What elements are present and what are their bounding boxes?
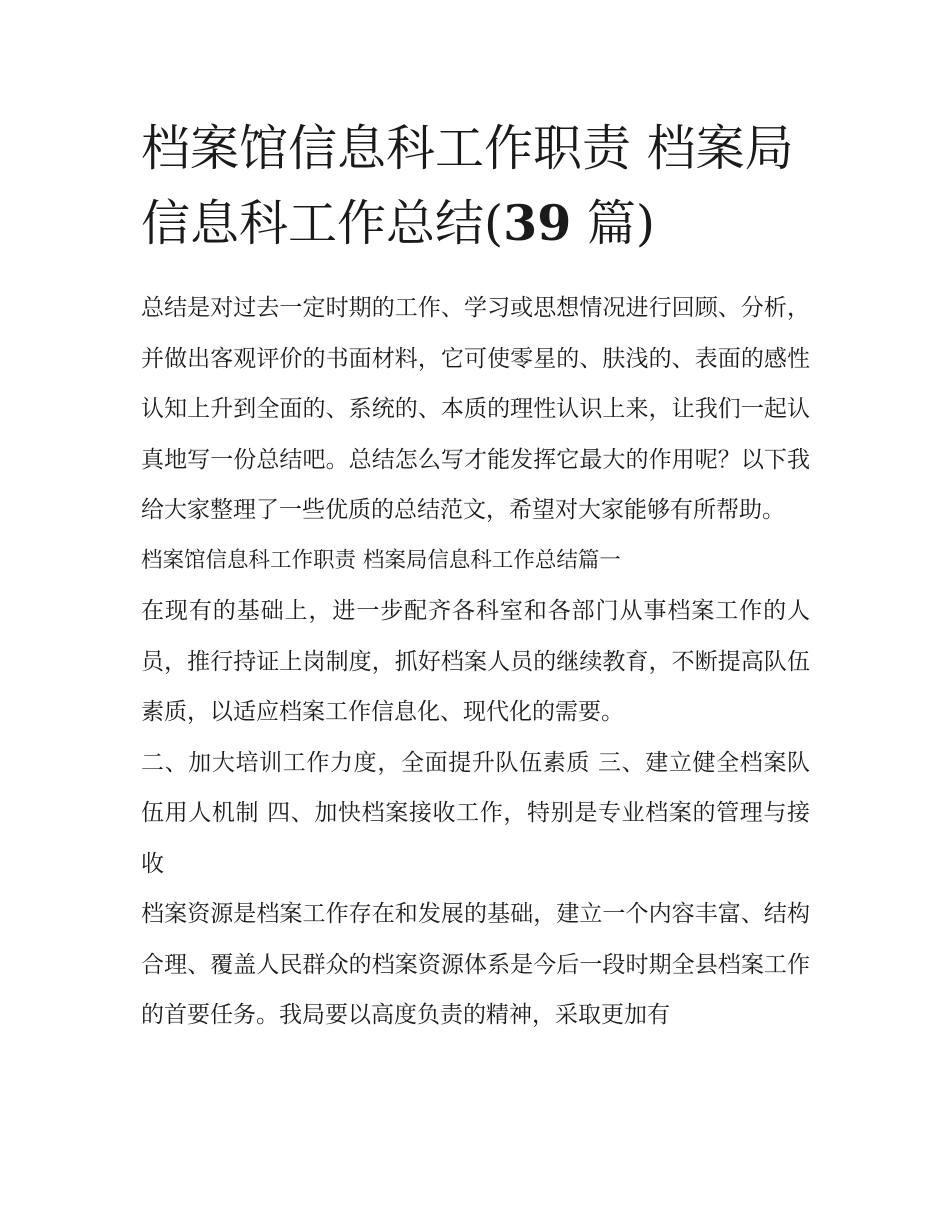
body-paragraph: 档案资源是档案工作存在和发展的基础，建立一个内容丰富、结构合理、覆盖人民群众的档案资源体系是今后一段时期全县档案工作的首要任务。我局要以高度负责的精神，采取更加有 [141,901,810,1028]
title-text-part2: 篇) [571,195,656,252]
title-text-part1: 档案馆信息科工作职责 档案局信息科工作总结( [141,120,794,252]
title-count: 39 [503,194,572,252]
document-body [141,283,810,1041]
intro-paragraph: 总结是对过去一定时期的工作、学习或思想情况进行回顾、分析，并做出客观评价的书面材料，它可使零星的、肤浅的、表面的感性认知上升到全面的、系统的、本质的理性认识上来，让我们一起认真地写一份总结吧。总结怎么写才能发挥它最大的作用呢？以下我给大家整理了一些优质的总结范文，希望对大家能够有所帮助。 [141,295,810,523]
section-heading: 档案馆信息科工作职责 档案局信息科工作总结篇一 [141,547,621,573]
body-paragraph: 二、加大培训工作力度，全面提升队伍素质 三、建立健全档案队伍用人机制 四、加快档案接收工作，特别是专业档案的管理与接收 [141,749,810,877]
document-title [141,112,810,261]
body-paragraph: 在现有的基础上，进一步配齐各科室和各部门从事档案工作的人员，推行持证上岗制度，抓好档案人员的继续教育，不断提高队伍素质，以适应档案工作信息化、现代化的需要。 [141,598,810,725]
